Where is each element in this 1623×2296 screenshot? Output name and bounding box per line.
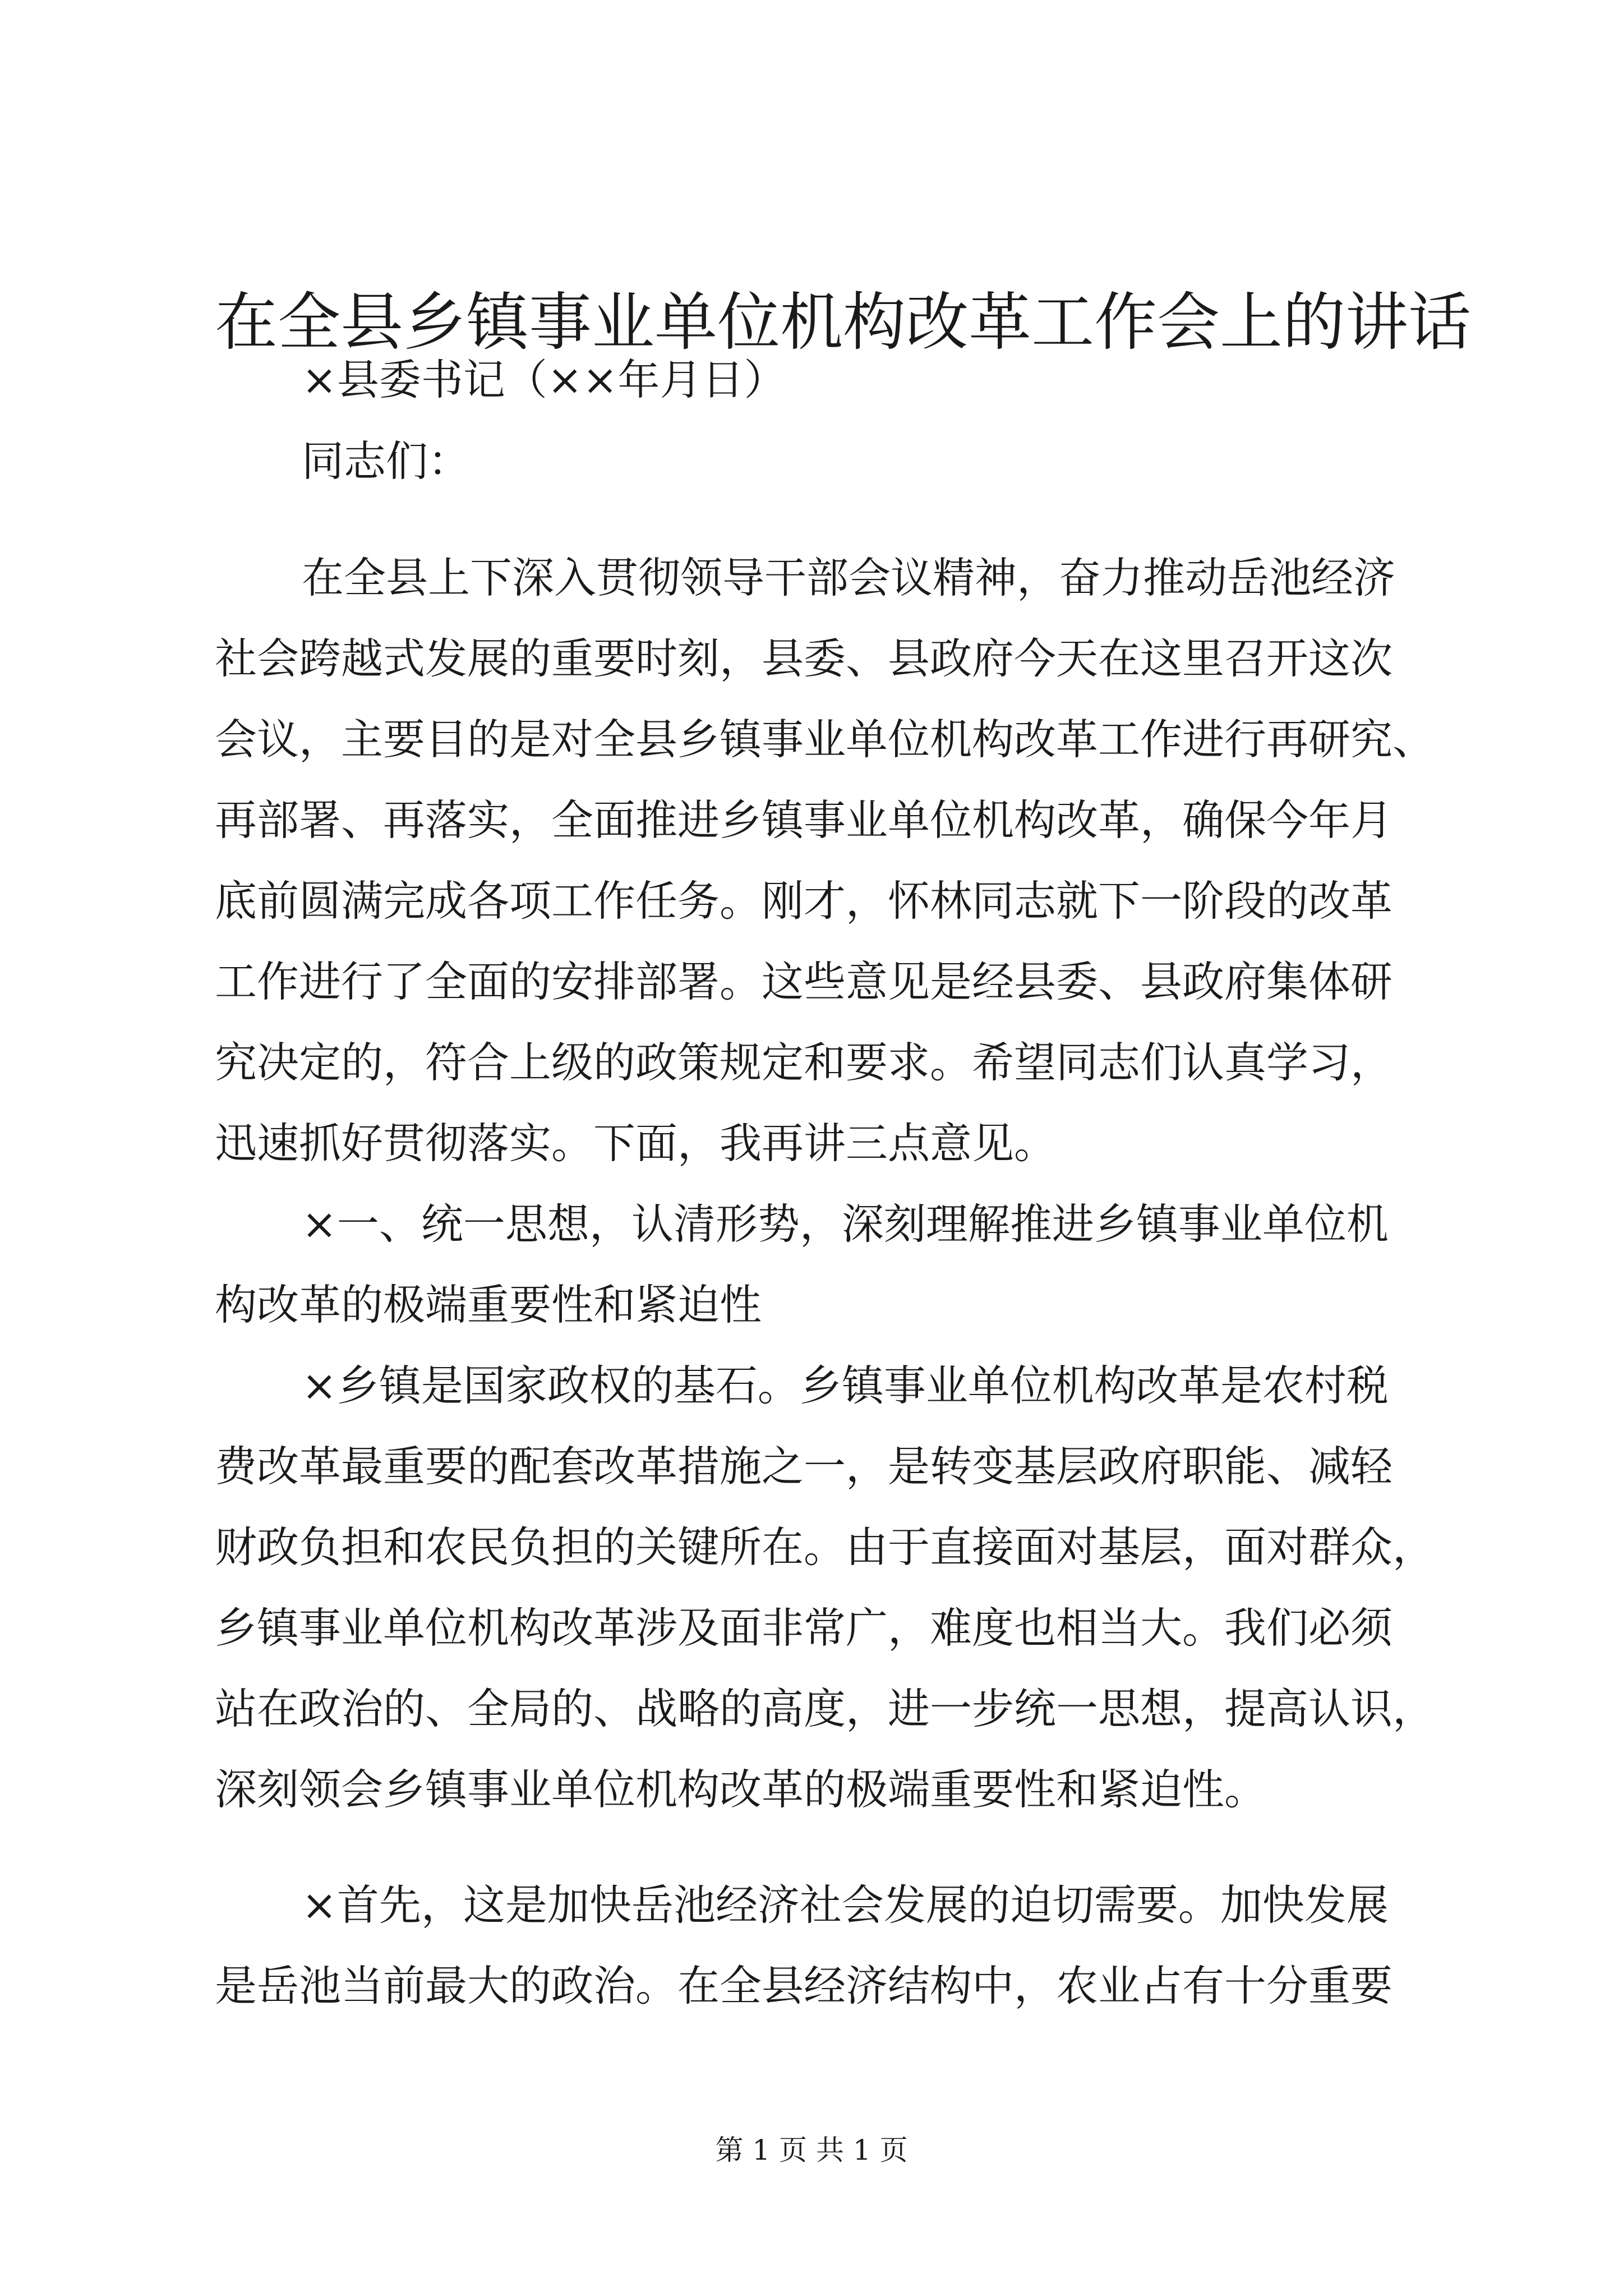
text-line: 是岳池当前最大的政治。在全县经济结构中，农业占有十分重要: [215, 1961, 1393, 2010]
text-line: 费改革最重要的配套改革措施之一，是转变基层政府职能、减轻: [215, 1442, 1393, 1491]
text-line: 迅速抓好贯彻落实。下面，我再讲三点意见。: [215, 1119, 1057, 1168]
speaker-line: ×县委书记（××年月日）: [302, 355, 786, 404]
document-title: 在全县乡镇事业单位机构改革工作会上的讲话: [215, 286, 1471, 359]
text-line: 社会跨越式发展的重要时刻，县委、县政府今天在这里召开这次: [215, 634, 1393, 683]
section-heading-line: 构改革的极端重要性和紧迫性: [215, 1280, 762, 1329]
text-line: 底前圆满完成各项工作任务。刚才，怀林同志就下一阶段的改革: [215, 876, 1393, 926]
text-line: 再部署、再落实，全面推进乡镇事业单位机构改革，确保今年月: [215, 795, 1393, 845]
salutation-line: 同志们：: [302, 436, 471, 486]
text-line: 工作进行了全面的安排部署。这些意见是经县委、县政府集体研: [215, 957, 1393, 1006]
text-line: 财政负担和农民负担的关键所在。由于直接面对基层，面对群众，: [215, 1522, 1435, 1572]
text-line: 乡镇事业单位机构改革涉及面非常广，难度也相当大。我们必须: [215, 1603, 1393, 1653]
text-line: 站在政治的、全局的、战略的高度，进一步统一思想，提高认识，: [215, 1684, 1435, 1733]
text-line: ×首先，这是加快岳池经济社会发展的迫切需要。加快发展: [302, 1880, 1389, 1930]
text-line: 深刻领会乡镇事业单位机构改革的极端重要性和紧迫性。: [215, 1765, 1267, 1814]
text-line: ×乡镇是国家政权的基石。乡镇事业单位机构改革是农村税: [302, 1361, 1389, 1410]
section-heading-line: ×一、统一思想，认清形势，深刻理解推进乡镇事业单位机: [302, 1199, 1389, 1249]
text-line: 会议，主要目的是对全县乡镇事业单位机构改革工作进行再研究、: [215, 715, 1435, 764]
text-line: 在全县上下深入贯彻领导干部会议精神，奋力推动岳池经济: [302, 553, 1396, 602]
text-line: 究决定的，符合上级的政策规定和要求。希望同志们认真学习，: [215, 1038, 1393, 1087]
page-footer: 第 1 页 共 1 页: [715, 2134, 908, 2166]
